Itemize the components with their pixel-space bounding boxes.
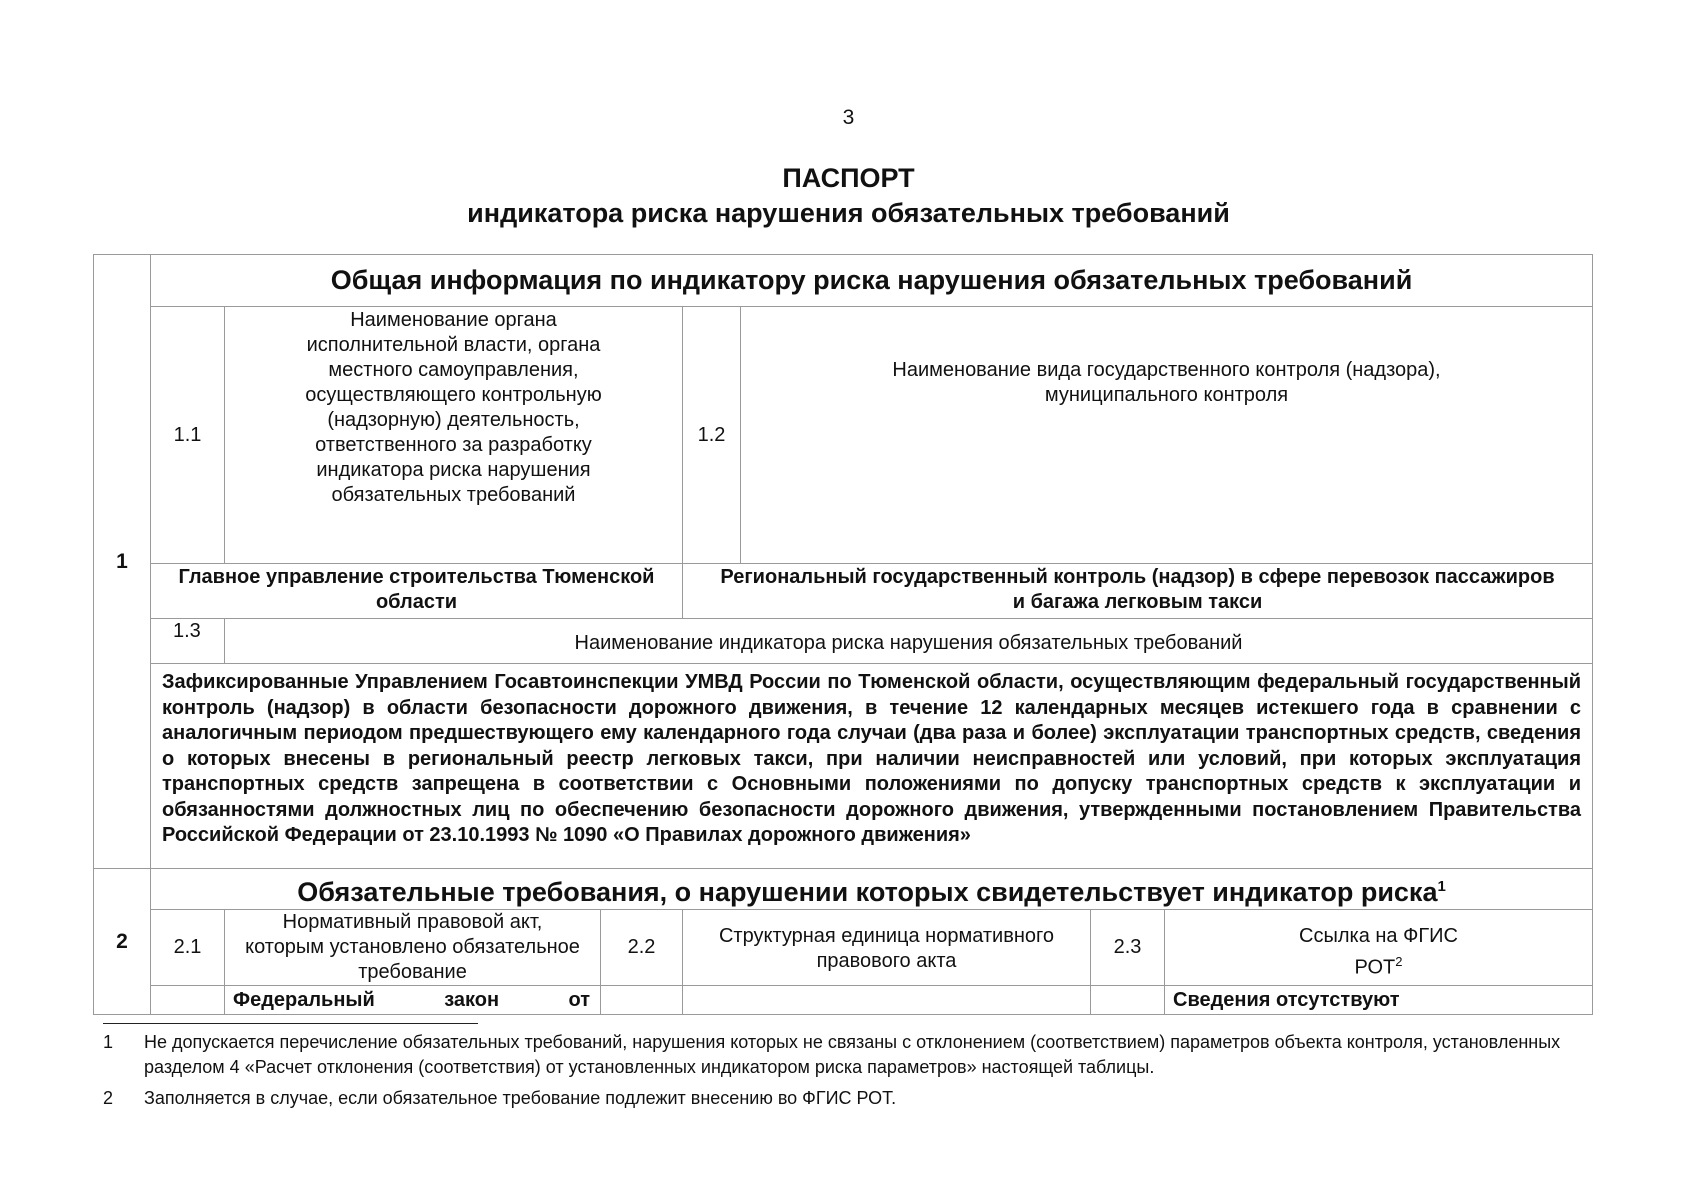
section1-number: 1 (94, 255, 151, 869)
footnote-1 (103, 1030, 1613, 1080)
item-1-3-number: 1.3 (151, 619, 225, 664)
item-1-3-value-row (94, 664, 1593, 869)
items-1-1-1-2-label-row (94, 307, 1593, 564)
section1-heading: Общая информация по индикатору риска нарушения обязательных требований (151, 255, 1593, 307)
section2-heading-text: Обязательные требования, о нарушении которых свидетельствует индикатор риска (297, 876, 1438, 907)
section1-heading-row (94, 255, 1593, 307)
item-2-1-value-word-2: закон (444, 988, 500, 1011)
footnotes (103, 1030, 1613, 1117)
section2-number: 2 (94, 869, 151, 1015)
item-2-1-value (225, 986, 601, 1015)
item-1-1-label: Наименование органа исполнительной власти, органа местного самоуправления, осуществляющего контрольную (надзорную) деятельность, ответственного за разработку индикатора риска нарушения обязательных требований (225, 307, 683, 564)
section2-heading-row (94, 869, 1593, 910)
footnote-2-text: Заполняется в случае, если обязательное требование подлежит внесению во ФГИС РОТ. (144, 1088, 897, 1108)
item-2-3-footnote-ref: 2 (1395, 954, 1403, 969)
title-line-2: индикатора риска нарушения обязательных требований (467, 198, 1230, 228)
page-number: 3 (842, 106, 855, 129)
item-2-3-label-text: Ссылка на ФГИС РОТ (1299, 925, 1458, 979)
item-1-1-number: 1.1 (151, 307, 225, 564)
section2-value-row (94, 986, 1593, 1015)
item-2-2-number-blank (601, 986, 683, 1015)
item-2-3-number-blank (1091, 986, 1165, 1015)
item-1-3-label: Наименование индикатора риска нарушения обязательных требований (225, 619, 1593, 664)
item-2-3-number: 2.3 (1091, 910, 1165, 986)
item-2-3-label (1165, 910, 1593, 986)
section2-heading-footnote-ref: 1 (1437, 877, 1446, 895)
item-2-2-value (683, 986, 1091, 1015)
item-2-1-value-word-1: Федеральный (233, 988, 375, 1011)
title-line-1: ПАСПОРТ (782, 163, 915, 193)
item-2-1-value-word-3: от (568, 988, 590, 1011)
footnote-1-mark: 1 (103, 1032, 114, 1052)
section2-heading (151, 869, 1593, 910)
footnote-2 (103, 1086, 1613, 1111)
item-2-1-label: Нормативный правовой акт, которым установлено обязательное требование (225, 910, 601, 986)
item-2-1-number: 2.1 (151, 910, 225, 986)
item-1-2-value: Региональный государственный контроль (надзор) в сфере перевозок пассажиров и багажа легковым такси (683, 564, 1593, 619)
item-1-2-label: Наименование вида государственного контроля (надзора), муниципального контроля (741, 307, 1593, 564)
items-1-1-1-2-value-row (94, 564, 1593, 619)
item-1-3-value: Зафиксированные Управлением Госавтоинспекции УМВД России по Тюменской области, осуществляющим федеральный государственный контроль (надзор) в области безопасности дорожного движения, в течение 12 календарных месяцев истекшего года в сравнении с аналогичным периодом предшествующего ему календарного года случаи (два раза и более) эксплуатации транспортных средств, сведения о которых внесены в региональный реестр легковых такси, при наличии неисправностей или условий, при которых эксплуатация транспортных средств запрещена в соответствии с Основными положениями по допуску транспортных средств к эксплуатации и обязанностями должностных лиц по обеспечению безопасности дорожного движения, утвержденными постановлением Правительства Российской Федерации от 23.10.1993 № 1090 «О Правилах дорожного движения» (151, 664, 1593, 869)
item-1-3-label-row (94, 619, 1593, 664)
item-2-2-number: 2.2 (601, 910, 683, 986)
footnote-1-text: Не допускается перечисление обязательных требований, нарушения которых не связаны с отклонением (соответствием) параметров объекта контроля, установленных разделом 4 «Расчет отклонения (соответствия) от установленных индикатором риска параметров» настоящей таблицы. (144, 1032, 1561, 1077)
item-1-2-number: 1.2 (683, 307, 741, 564)
section2-label-row (94, 910, 1593, 986)
footnote-separator (103, 1023, 478, 1024)
document-title (0, 161, 1697, 231)
item-2-2-label: Структурная единица нормативного правового акта (683, 910, 1091, 986)
item-2-1-number-blank (151, 986, 225, 1015)
item-2-3-value: Сведения отсутствуют (1165, 986, 1593, 1015)
footnote-2-mark: 2 (103, 1088, 114, 1108)
passport-table (93, 254, 1593, 1015)
item-1-1-value: Главное управление строительства Тюменской области (151, 564, 683, 619)
